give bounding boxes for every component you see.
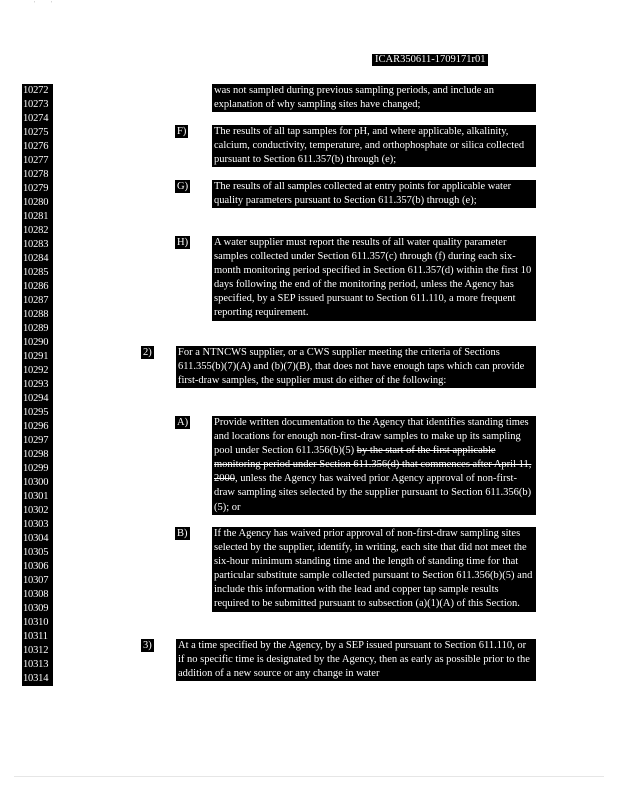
line-number: 10298 xyxy=(22,448,53,462)
line-number: 10310 xyxy=(22,616,53,630)
paragraph-a-text: Provide written documentation to the Agency that identifies standing times and locations for enough non-first-draw samples to make up its sampling pool under Section 611.356(b)(5) xyxy=(214,417,529,457)
line-number: 10280 xyxy=(22,196,53,210)
line-number: 10275 xyxy=(22,126,53,140)
paragraph-a xyxy=(212,416,536,515)
line-number: 10289 xyxy=(22,322,53,336)
line-number: 10295 xyxy=(22,406,53,420)
line-number: 10299 xyxy=(22,462,53,476)
line-number: 10278 xyxy=(22,168,53,182)
line-number: 10291 xyxy=(22,350,53,364)
item-marker-b: B) xyxy=(177,528,188,539)
line-number: 10285 xyxy=(22,266,53,280)
paragraph-3: At a time specified by the Agency, by a SEP issued pursuant to Section 611.110, or if no specific time is designated by the Agency, then as early as possible prior to the addition of a new source or any change in water xyxy=(176,639,536,681)
line-number: 10279 xyxy=(22,182,53,196)
line-number: 10311 xyxy=(22,630,53,644)
item-marker-f: F) xyxy=(177,126,187,137)
line-number: 10309 xyxy=(22,602,53,616)
item-marker-g: G) xyxy=(177,181,189,192)
line-number: 10296 xyxy=(22,420,53,434)
line-number: 10284 xyxy=(22,252,53,266)
item-marker-3: 3) xyxy=(143,640,152,651)
line-number: 10292 xyxy=(22,364,53,378)
line-number: 10305 xyxy=(22,546,53,560)
document-id: ICAR350611-1709171r01 xyxy=(372,54,488,66)
line-number: 10283 xyxy=(22,238,53,252)
line-number: 10272 xyxy=(22,84,53,98)
line-number: 10294 xyxy=(22,392,53,406)
scan-artifact: ' ' xyxy=(34,0,53,8)
line-number: 10304 xyxy=(22,532,53,546)
line-number: 10293 xyxy=(22,378,53,392)
footer-rule xyxy=(14,776,604,777)
paragraph-b: If the Agency has waived prior approval of non-first-draw sampling sites selected by the supplier, identify, in writing, each site that did not meet the six-hour minimum standing time and the length of standing time for that particular substitute sample collected pursuant to Section 611.356(b)(5) and include this information with the lead and copper tap sample results required to be submitted pursuant to subsection (a)(1)(A) of this Section. xyxy=(212,527,536,612)
paragraph-a-text-end: , unless the Agency has waived prior Agency approval of non-first-draw sampling sites selected by the supplier pursuant to Section 611.356(b)(5); or xyxy=(214,473,532,513)
line-number: 10286 xyxy=(22,280,53,294)
deleted-text: by the start of the first applicable monitoring period under Section 611.356(d) that commences after April 11, 2000 xyxy=(214,445,532,485)
line-number: 10287 xyxy=(22,294,53,308)
paragraph-h: A water supplier must report the results of all water quality parameter samples collected under Section 611.357(c) through (f) during each six-month monitoring period specified in Section 611.357(d) within the first 10 days following the end of the monitoring period, unless the Agency has specified, by a SEP issued pursuant to Section 611.110, a more frequent reporting requirement. xyxy=(212,236,536,321)
line-number: 10307 xyxy=(22,574,53,588)
paragraph-f: The results of all tap samples for pH, and where applicable, alkalinity, calcium, conductivity, temperature, and orthophosphate or silica collected pursuant to Section 611.357(b) through (e); xyxy=(212,125,536,167)
line-number: 10302 xyxy=(22,504,53,518)
line-number: 10297 xyxy=(22,434,53,448)
line-number: 10282 xyxy=(22,224,53,238)
paragraph-continuation: was not sampled during previous sampling periods, and include an explanation of why sampling sites have changed; xyxy=(212,84,536,112)
item-marker-a: A) xyxy=(177,417,189,428)
line-number: 10313 xyxy=(22,658,53,672)
line-number: 10301 xyxy=(22,490,53,504)
line-number: 10277 xyxy=(22,154,53,168)
line-number: 10314 xyxy=(22,672,53,686)
line-number: 10300 xyxy=(22,476,53,490)
line-number: 10274 xyxy=(22,112,53,126)
line-number: 10312 xyxy=(22,644,53,658)
paragraph-g: The results of all samples collected at entry points for applicable water quality parameters pursuant to Section 611.357(b) through (e); xyxy=(212,180,536,208)
line-number: 10276 xyxy=(22,140,53,154)
line-number: 10288 xyxy=(22,308,53,322)
line-number: 10308 xyxy=(22,588,53,602)
paragraph-2: For a NTNCWS supplier, or a CWS supplier meeting the criteria of Sections 611.355(b)(7)(A) and (b)(7)(B), that does not have enough taps which can provide first-draw samples, the supplier must do either of the following: xyxy=(176,346,536,388)
item-marker-2: 2) xyxy=(143,347,152,358)
line-number: 10303 xyxy=(22,518,53,532)
line-number: 10306 xyxy=(22,560,53,574)
line-number: 10290 xyxy=(22,336,53,350)
line-number: 10281 xyxy=(22,210,53,224)
line-number: 10273 xyxy=(22,98,53,112)
item-marker-h: H) xyxy=(177,237,189,248)
